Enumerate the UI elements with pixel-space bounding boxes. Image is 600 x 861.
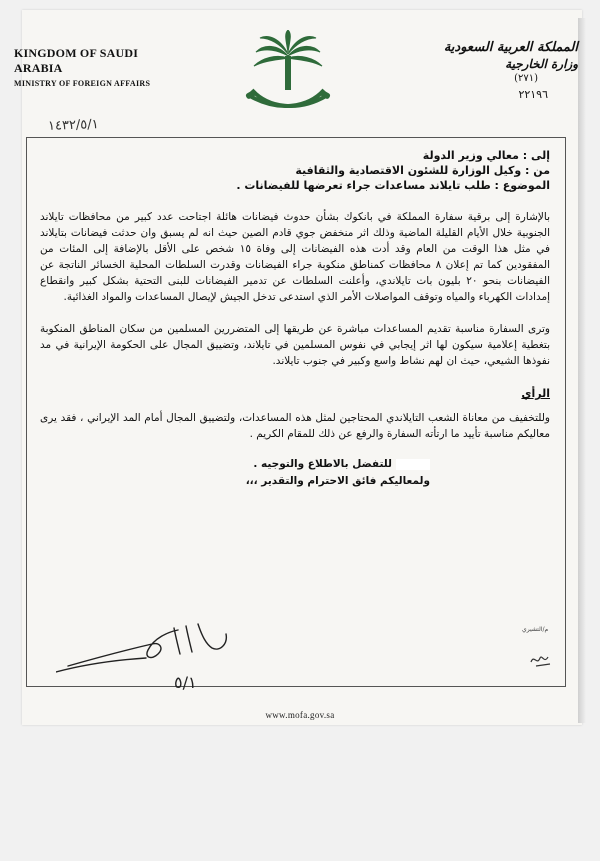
closing-line-2: ولمعاليكم فائق الاحترام والتقدير ،،، [245, 475, 430, 487]
reference-number: ٢٢١٩٦ [518, 88, 548, 101]
handwritten-signature [56, 614, 256, 704]
initials-mark [528, 648, 554, 670]
sender-line: من : وكيل الوزارة للشئون الاقتصادية والثقافية [295, 164, 550, 177]
letterhead-english [14, 46, 184, 88]
saudi-emblem-icon [238, 30, 338, 116]
website-url: www.mofa.gov.sa [265, 710, 335, 720]
page-shadow [578, 18, 586, 723]
subject-line: الموضوع : طلب تايلاند مساعدات جراء تعرضها للفيضانات . [236, 179, 550, 192]
letterhead-arabic [388, 40, 578, 101]
closing-line-1: للتفضل بالاطلاع والتوجيه . [40, 456, 430, 473]
handwritten-date: ١٤٣٢/٥/١ [47, 117, 99, 134]
ministry-name-en: MINISTRY OF FOREIGN AFFAIRS [14, 79, 151, 88]
signature-date: ٥/١ [174, 673, 197, 692]
paragraph-3: وللتخفيف من معاناة الشعب التايلاندي المحتاجين لمثل هذه المساعدات، ولتضييق المجال أمام المد الإيراني ، فقد يرى معاليكم مناسبة تأييد ما ارتأته السفارة والرفع عن ذلك للمقام الكريم . [40, 412, 550, 440]
closing-block [40, 456, 550, 490]
redaction-mark [396, 459, 430, 470]
recipient-line: إلى : معالي وزير الدولة [422, 149, 550, 162]
letter-body [40, 148, 550, 490]
kingdom-name-en: KINGDOM OF SAUDI ARABIA [14, 46, 139, 75]
kingdom-name-ar: المملكة العربية السعودية [443, 40, 578, 55]
paragraph-1: بالإشارة إلى برقية سفارة المملكة في بانكوك بشأن حدوث فيضانات هائلة اجتاحت عدد كبير من محافظات تايلاند الجنوبية خلال الأيام القليلة الماضية وذلك اثر منخفض جوي قادم الصين حيث انه لم يسبق وان حدثت فيضانات بتايلاند في مثل هذا الوقت من العام وقد أدت هذه الفيضانات إلى وفاة ١٥ شخص على الأقل بالإضافة إلى المئات من المفقودين كما تم إعلان ٨ محافظات كمناطق منكوبة جراء الفيضانات وقدرت السلطات المحلية الخسائر الناتجة عن الفيضانات بنحو ٢٠ بليون بات تايلاندي، وأعلنت السلطات عن تدمير الفيضانات للبنى التحتية بشكل كبير وانقطاع إمدادات الكهرباء والمياه وتوقف المواصلات الأمر الذي استدعى تدخل الجيش لإيصال المساعدات والمواد الغذائية. [40, 211, 550, 303]
opinion-heading: الرأي [521, 387, 550, 400]
paragraph-2: وترى السفارة مناسبة تقديم المساعدات مباشرة عن طريقها إلى المتضررين المسلمين من سكان المناطق المنكوبة بتغطية إعلامية سيكون لها اثر إيجابي في نفوس المسلمين في تايلاند، وتضييق المجال على الحكومة الإيرانية في مد نفوذها الشيعي، حيث ان لهم نشاط واسع وكبير في جنوب تايلاند. [40, 323, 550, 367]
ministry-name-ar: وزارة الخارجية [505, 57, 578, 71]
office-stamp: م/التشيري [522, 626, 549, 633]
letter-number: (٢٧١) [514, 73, 538, 84]
